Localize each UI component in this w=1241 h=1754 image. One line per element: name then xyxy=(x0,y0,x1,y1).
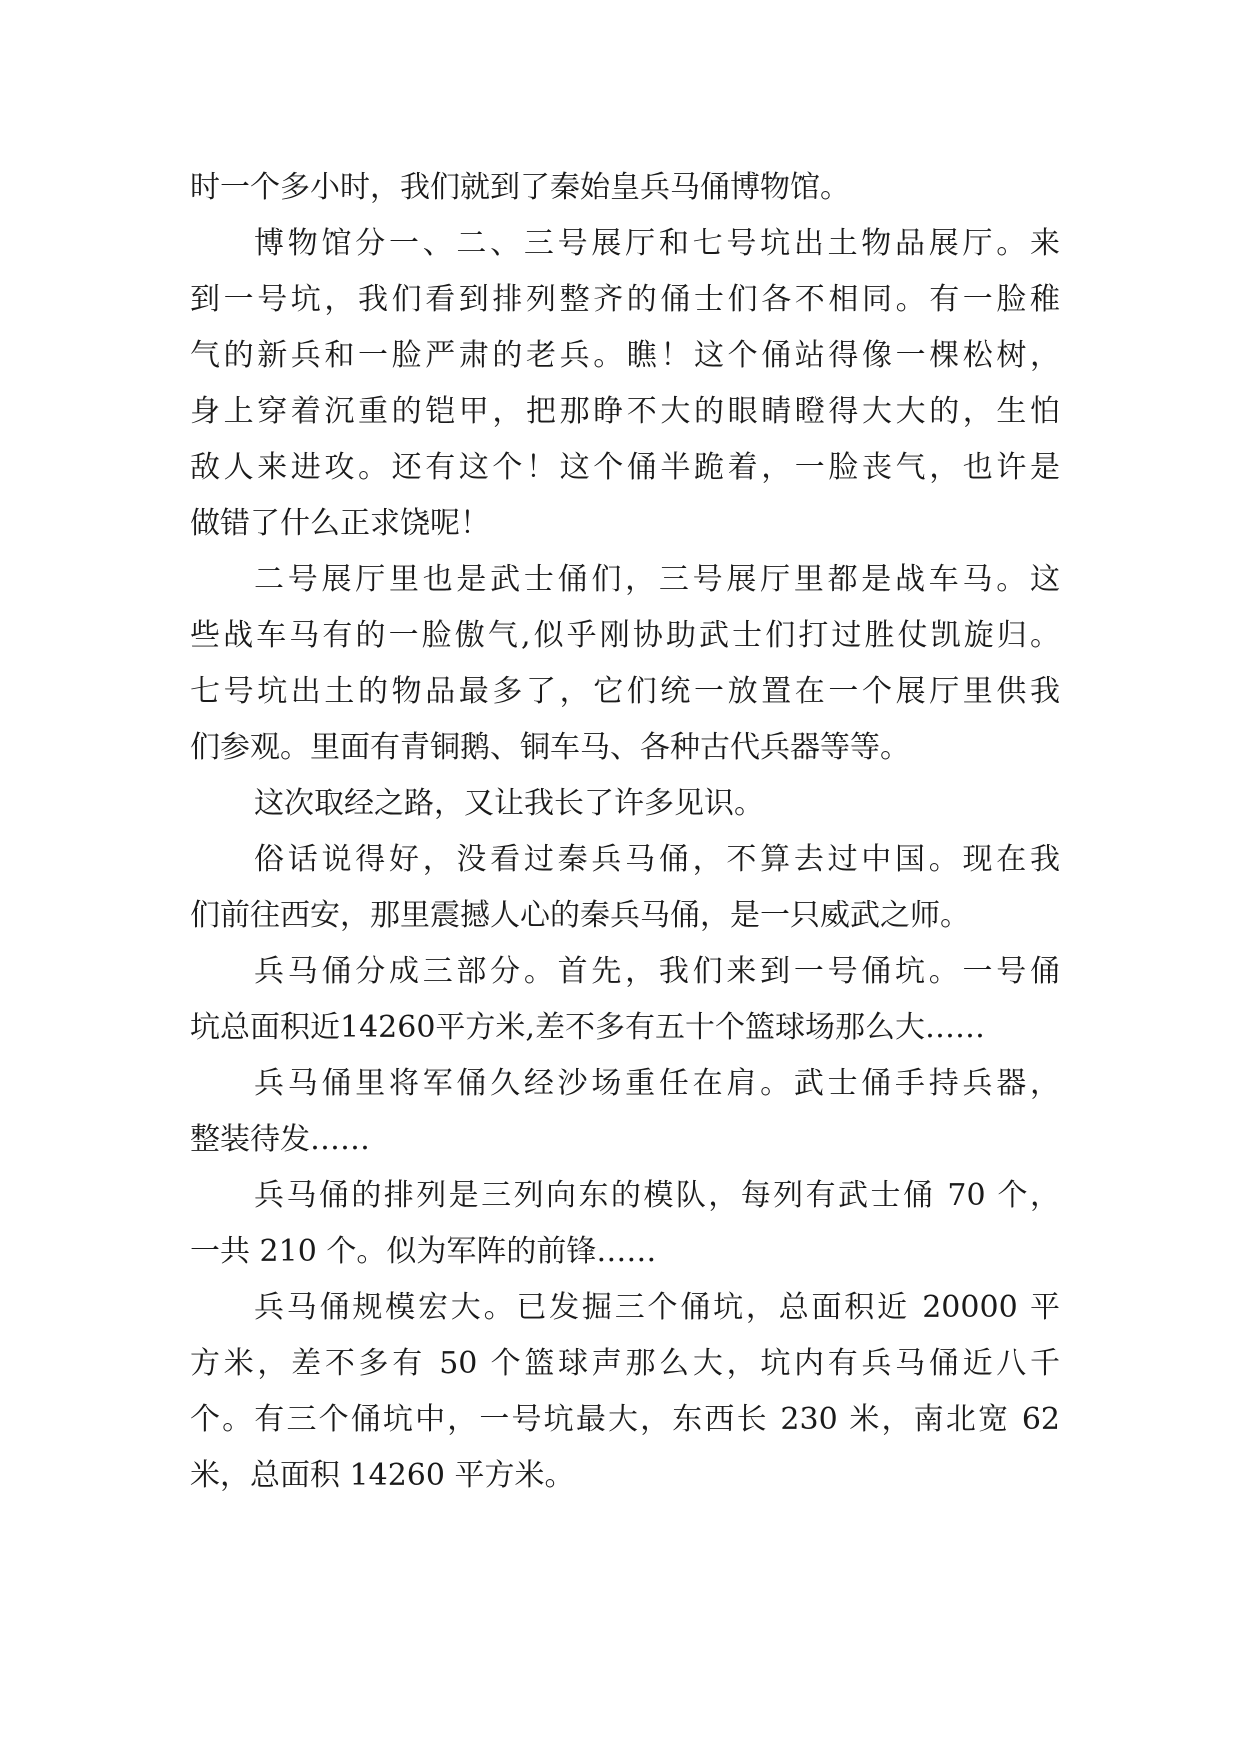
text-line: 兵马俑分成三部分。首先，我们来到一号俑坑。一号俑 xyxy=(254,954,1060,989)
text-line: 些战车马有的一脸傲气,似乎刚协助武士们打过胜仗凯旋归。 xyxy=(190,618,1060,653)
text-line: 米，总面积 14260 平方米。 xyxy=(190,1458,575,1493)
text-line: 做错了什么正求饶呢！ xyxy=(190,506,490,541)
text-line: 二号展厅里也是武士俑们，三号展厅里都是战车马。这 xyxy=(254,562,1060,597)
text-line: 兵马俑的排列是三列向东的模队，每列有武士俑 70 个， xyxy=(254,1178,1060,1213)
text-line: 博物馆分一、二、三号展厅和七号坑出土物品展厅。来 xyxy=(254,226,1060,261)
text-line: 身上穿着沉重的铠甲，把那睁不大的眼睛瞪得大大的，生怕 xyxy=(190,394,1060,429)
text-line: 到一号坑，我们看到排列整齐的俑士们各不相同。有一脸稚 xyxy=(190,282,1060,317)
text-line: 坑总面积近14260平方米,差不多有五十个篮球场那么大…… xyxy=(190,1010,985,1045)
document-body xyxy=(190,160,1060,1504)
text-line: 个。有三个俑坑中，一号坑最大，东西长 230 米，南北宽 62 xyxy=(190,1402,1060,1437)
text-line: 方米，差不多有 50 个篮球声那么大，坑内有兵马俑近八千 xyxy=(190,1346,1060,1381)
text-line: 时一个多小时，我们就到了秦始皇兵马俑博物馆。 xyxy=(190,170,850,205)
text-line: 们参观。里面有青铜鹅、铜车马、各种古代兵器等等。 xyxy=(190,730,910,765)
text-line: 兵马俑规模宏大。已发掘三个俑坑，总面积近 20000 平 xyxy=(254,1290,1060,1325)
text-line: 这次取经之路，又让我长了许多见识。 xyxy=(254,786,764,821)
text-line: 整装待发…… xyxy=(190,1122,370,1157)
text-line: 一共 210 个。似为军阵的前锋…… xyxy=(190,1234,657,1269)
text-line: 七号坑出土的物品最多了，它们统一放置在一个展厅里供我 xyxy=(190,674,1060,709)
text-line: 敌人来进攻。还有这个！这个俑半跪着，一脸丧气，也许是 xyxy=(190,450,1060,485)
text-line: 气的新兵和一脸严肃的老兵。瞧！这个俑站得像一棵松树， xyxy=(190,338,1060,373)
text-line: 们前往西安，那里震撼人心的秦兵马俑，是一只威武之师。 xyxy=(190,898,970,933)
text-line: 兵马俑里将军俑久经沙场重任在肩。武士俑手持兵器， xyxy=(254,1066,1060,1101)
text-line: 俗话说得好，没看过秦兵马俑，不算去过中国。现在我 xyxy=(254,842,1060,877)
